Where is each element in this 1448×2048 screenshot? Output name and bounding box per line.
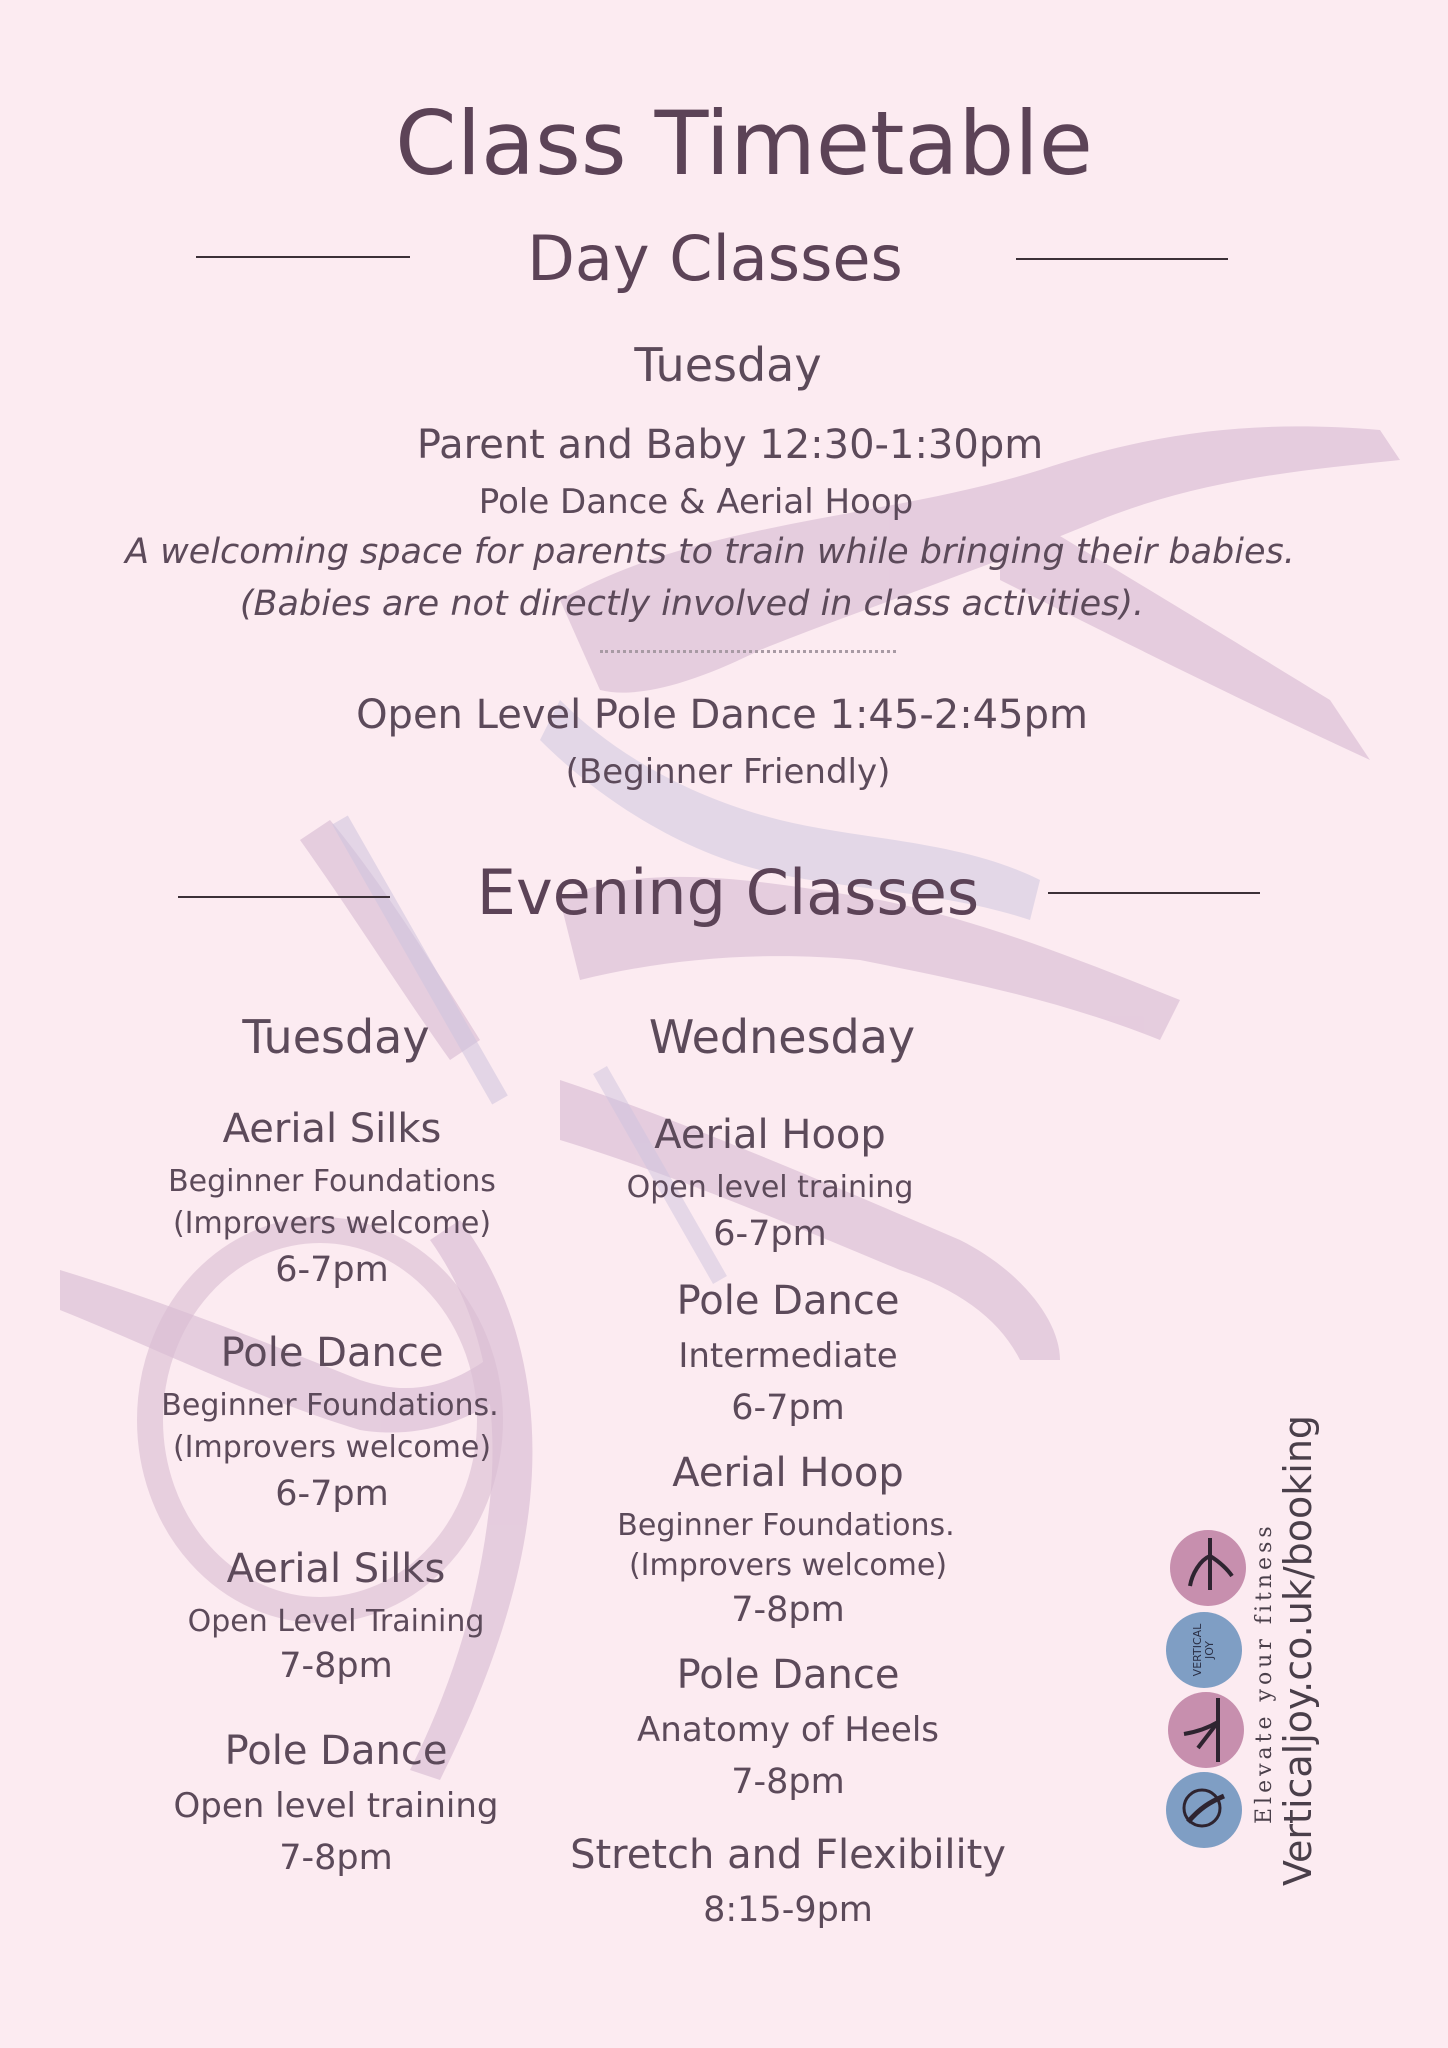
column-day-tuesday: Tuesday (242, 1010, 430, 1064)
heading-rule-right (1048, 892, 1260, 894)
aerial-hoop-icon (1166, 1772, 1242, 1848)
class-name: Pole Dance (676, 1278, 900, 1324)
class-name: Aerial Hoop (672, 1450, 904, 1496)
column-day-wednesday: Wednesday (648, 1010, 916, 1064)
class-subtitle: (Beginner Friendly) (565, 752, 891, 792)
logo-text: JOY (1203, 1640, 1216, 1660)
class-detail: Open Level Training (187, 1604, 485, 1639)
class-detail: (Improvers welcome) (172, 1430, 492, 1465)
class-detail: (Improvers welcome) (628, 1548, 948, 1583)
class-description: A welcoming space for parents to train while bringing their babies. (125, 532, 1295, 572)
class-time: 6-7pm (275, 1474, 389, 1514)
class-detail: Beginner Foundations (168, 1164, 496, 1199)
class-name: Aerial Hoop (654, 1112, 886, 1158)
heading-rule-left (178, 896, 390, 898)
class-detail: Intermediate (678, 1336, 898, 1376)
day-classes-heading: Day Classes (527, 222, 903, 295)
aerial-figure-icon (1170, 1530, 1246, 1606)
brand-tagline: Elevate your fitness (1252, 1522, 1277, 1824)
class-name: Stretch and Flexibility (570, 1832, 1006, 1878)
class-title: Parent and Baby 12:30-1:30pm (416, 422, 1044, 468)
class-detail: Open level training (626, 1170, 914, 1205)
pole-dancer-icon (1168, 1692, 1244, 1768)
class-detail: Beginner Foundations. (161, 1388, 499, 1423)
class-time: 7-8pm (731, 1590, 845, 1630)
logo-text: VERTICAL (1191, 1623, 1204, 1677)
class-title: Open Level Pole Dance 1:45-2:45pm (356, 692, 1088, 738)
class-time: 7-8pm (279, 1838, 393, 1878)
booking-link[interactable]: Verticaljoy.co.uk/booking (1276, 1414, 1320, 1886)
class-time: 6-7pm (713, 1214, 827, 1254)
day-classes-day: Tuesday (634, 338, 822, 392)
logo-circle-silks (1170, 1530, 1246, 1606)
class-detail: Beginner Foundations. (617, 1508, 955, 1543)
dotted-divider (600, 650, 896, 653)
class-name: Aerial Silks (226, 1546, 446, 1592)
class-detail: (Improvers welcome) (172, 1206, 492, 1241)
heading-rule-right (1016, 258, 1228, 260)
class-time: 8:15-9pm (703, 1890, 873, 1930)
logo-circle-pole (1168, 1692, 1244, 1768)
class-time: 6-7pm (275, 1250, 389, 1290)
class-time: 6-7pm (731, 1388, 845, 1428)
class-name: Pole Dance (224, 1728, 448, 1774)
class-detail: Anatomy of Heels (637, 1710, 939, 1750)
class-name: Pole Dance (220, 1330, 444, 1376)
class-time: 7-8pm (731, 1762, 845, 1802)
class-detail: Open level training (173, 1786, 499, 1826)
page-title: Class Timetable (395, 92, 1093, 195)
class-subtitle: Pole Dance & Aerial Hoop (478, 482, 914, 522)
heading-rule-left (196, 256, 410, 258)
evening-classes-heading: Evening Classes (476, 856, 980, 929)
class-description-note: (Babies are not directly involved in class activities). (239, 584, 1145, 624)
logo-circle-hoop (1166, 1772, 1242, 1848)
class-name: Pole Dance (676, 1652, 900, 1698)
logo-circle-brand (1166, 1612, 1242, 1688)
class-name: Aerial Silks (222, 1106, 442, 1152)
class-time: 7-8pm (279, 1646, 393, 1686)
